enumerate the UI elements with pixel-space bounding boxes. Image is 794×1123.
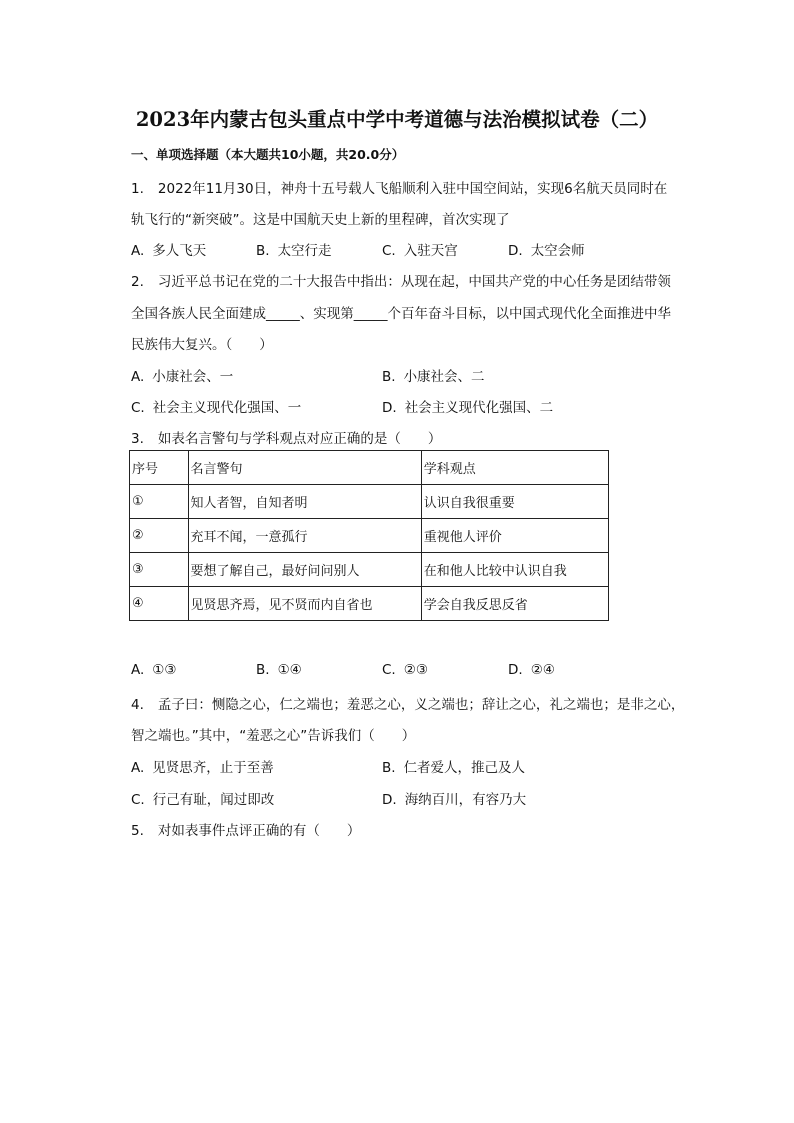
table-cell: 重视他人评价 (421, 519, 608, 553)
option-label: C. (131, 792, 145, 808)
option-text: ②③ (403, 662, 428, 678)
question-4-text: 孟子曰：恻隐之心，仁之端也；羞恶之心，义之端也；辞让之心，礼之端也；是非之心， (157, 697, 685, 713)
option-label: C. (131, 400, 145, 416)
option-text: 太空行走 (277, 243, 332, 259)
question-4-option-a[interactable] (131, 756, 274, 776)
question-3-option-b[interactable] (256, 662, 302, 678)
option-text: ①③ (152, 662, 177, 678)
question-2-line-3: 民族伟大复兴。（ ） (131, 337, 273, 353)
option-label: C. (382, 243, 396, 259)
table-row (130, 587, 609, 621)
table-cell: 在和他人比较中认识自我 (421, 553, 608, 587)
question-5-text: 对如表事件点评正确的有（ ） (157, 823, 361, 839)
option-text: 仁者爱人，推己及人 (403, 760, 526, 776)
option-label: B. (256, 243, 270, 259)
table-cell: ④ (130, 587, 189, 621)
option-text: 小康社会、二 (403, 369, 485, 385)
question-3-option-a[interactable] (131, 662, 177, 678)
option-label: C. (382, 662, 396, 678)
question-1-line-2: 轨飞行的“新突破”。这是中国航天史上新的里程碑，首次实现了 (131, 212, 510, 228)
option-label: D. (382, 792, 397, 808)
question-1-line-1 (131, 177, 667, 197)
question-4-option-d[interactable] (382, 788, 526, 808)
question-2-number: 2. (131, 274, 144, 290)
table-row (130, 553, 609, 587)
question-5-number: 5. (131, 823, 144, 839)
question-4-line-2: 智之端也。”其中，“羞恶之心”告诉我们（ ） (131, 728, 416, 744)
table-cell: 认识自我很重要 (421, 485, 608, 519)
option-label: B. (382, 760, 396, 776)
option-label: A. (131, 243, 145, 259)
question-1-option-c[interactable] (382, 239, 458, 259)
header-cell: 序号 (130, 451, 189, 485)
quotes-table (129, 450, 609, 621)
question-1-option-a[interactable] (131, 239, 206, 259)
table-cell: 知人者智，自知者明 (188, 485, 421, 519)
table-header-row (130, 451, 609, 485)
question-3-option-c[interactable] (382, 662, 428, 678)
question-4-option-c[interactable] (131, 788, 274, 808)
question-2-text: 习近平总书记在党的二十大报告中指出：从现在起，中国共产党的中心任务是团结带领 (157, 274, 671, 290)
question-3-stem (131, 427, 441, 447)
header-cell: 名言警句 (188, 451, 421, 485)
option-text: 小康社会、一 (152, 369, 234, 385)
table-cell: 见贤思齐焉，见不贤而内自省也 (188, 587, 421, 621)
option-text: 社会主义现代化强国、一 (152, 400, 302, 416)
section-heading: 一、单项选择题（本大题共10小题，共20.0分） (131, 147, 405, 162)
option-text: ②④ (530, 662, 555, 678)
option-text: 见贤思齐，止于至善 (152, 760, 274, 776)
option-label: A. (131, 369, 145, 385)
question-2-option-b[interactable] (382, 365, 485, 385)
question-3-number: 3. (131, 431, 144, 447)
option-text: 入驻天宫 (403, 243, 458, 259)
option-label: D. (382, 400, 397, 416)
exam-title: 2023年内蒙古包头重点中学中考道德与法治模拟试卷（二） (135, 108, 659, 131)
header-cell: 学科观点 (421, 451, 608, 485)
option-text: 海纳百川，有容乃大 (404, 792, 527, 808)
question-2-line-1 (131, 270, 671, 290)
option-label: B. (256, 662, 270, 678)
table-cell: ① (130, 485, 189, 519)
table-cell: 学会自我反思反省 (421, 587, 608, 621)
table-row (130, 519, 609, 553)
option-label: D. (508, 243, 523, 259)
question-2-option-d[interactable] (382, 396, 553, 416)
question-3-option-d[interactable] (508, 662, 555, 678)
option-text: ①④ (277, 662, 302, 678)
option-text: 社会主义现代化强国、二 (404, 400, 554, 416)
table-cell: 充耳不闻，一意孤行 (188, 519, 421, 553)
option-text: 多人飞天 (152, 243, 207, 259)
table-cell: 要想了解自己，最好问问别人 (188, 553, 421, 587)
question-1-text: 2022年11月30日，神舟十五号载人飞船顺利入驻中国空间站，实现6名航天员同时在 (157, 181, 668, 197)
question-5-stem (131, 819, 360, 839)
option-label: A. (131, 760, 145, 776)
table-cell: ③ (130, 553, 189, 587)
option-text: 行己有耻，闻过即改 (152, 792, 275, 808)
question-1-option-b[interactable] (256, 239, 332, 259)
option-text: 太空会师 (530, 243, 585, 259)
option-label: B. (382, 369, 396, 385)
option-label: D. (508, 662, 523, 678)
question-2-option-c[interactable] (131, 396, 301, 416)
question-4-number: 4. (131, 697, 144, 713)
question-1-option-d[interactable] (508, 239, 585, 259)
question-4-line-1 (131, 693, 684, 713)
option-label: A. (131, 662, 145, 678)
question-2-option-a[interactable] (131, 365, 233, 385)
question-4-option-b[interactable] (382, 756, 525, 776)
table-cell: ② (130, 519, 189, 553)
question-3-text: 如表名言警句与学科观点对应正确的是（ ） (157, 431, 442, 447)
table-row (130, 485, 609, 519)
question-1-number: 1. (131, 181, 144, 197)
question-2-line-2: 全国各族人民全面建成_____、实现第_____个百年奋斗目标，以中国式现代化全面推进中华 (131, 306, 671, 322)
